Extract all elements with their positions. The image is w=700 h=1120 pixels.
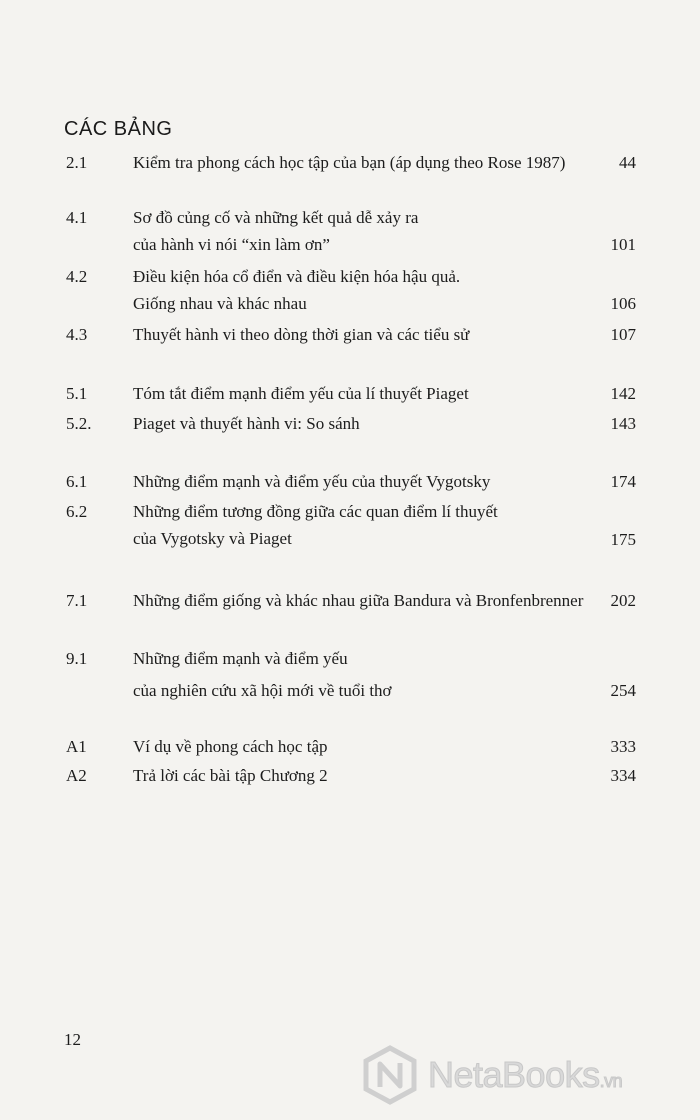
entry-number: 4.2	[66, 267, 88, 286]
entry-title: Những điểm mạnh và điểm yếu của nghiên cứu xã hội mới về tuổi thơ	[133, 649, 392, 700]
entry-number: 4.3	[66, 325, 88, 344]
entry-number: 5.1	[66, 384, 88, 403]
entry-number: 7.1	[66, 591, 88, 610]
entry-number: 6.1	[66, 472, 88, 491]
entry-title: Những điểm giống và khác nhau giữa Bandura và Bronfenbrenner	[133, 591, 584, 610]
entry-title: Ví dụ về phong cách học tập	[133, 737, 328, 756]
entry-page-number: 175	[610, 530, 636, 549]
entry-number: 6.2	[66, 502, 88, 521]
page-folio-number: 12	[64, 1030, 81, 1049]
entry-title: Điều kiện hóa cổ điển và điều kiện hóa hậu quả. Giống nhau và khác nhau	[133, 267, 461, 313]
entry-title: Tóm tắt điểm mạnh điểm yếu của lí thuyết Piaget	[133, 384, 469, 403]
entry-title: Kiểm tra phong cách học tập của bạn (áp dụng theo Rose 1987)	[133, 153, 566, 172]
entry-page-number: 143	[610, 414, 636, 433]
entry-number: A1	[66, 737, 87, 756]
entry-page-number: 44	[619, 153, 636, 172]
entry-page-number: 202	[610, 591, 636, 610]
entry-number: 5.2.	[66, 414, 92, 433]
entry-number: 4.1	[66, 208, 88, 227]
entry-number: 2.1	[66, 153, 88, 172]
entry-page-number: 254	[610, 681, 636, 700]
entry-page-number: 107	[610, 325, 636, 344]
entry-page-number: 106	[610, 294, 636, 313]
entry-title: Những điểm mạnh và điểm yếu của thuyết Vygotsky	[133, 472, 491, 491]
entry-page-number: 334	[610, 766, 636, 785]
entry-page-number: 142	[610, 384, 636, 403]
watermark-text: NetaBooks.vn	[428, 1054, 623, 1095]
entry-title: Thuyết hành vi theo dòng thời gian và các tiểu sử	[133, 325, 470, 344]
entry-title: Piaget và thuyết hành vi: So sánh	[133, 414, 360, 433]
entry-number: A2	[66, 766, 87, 785]
entry-title: Những điểm tương đồng giữa các quan điểm lí thuyết của Vygotsky và Piaget	[133, 502, 498, 548]
watermark	[362, 1045, 692, 1105]
entry-page-number: 101	[610, 235, 636, 254]
entry-number: 9.1	[66, 649, 88, 668]
entry-title: Sơ đồ củng cố và những kết quả dễ xảy ra của hành vi nói “xin làm ơn”	[133, 208, 419, 254]
entry-title: Trả lời các bài tập Chương 2	[133, 766, 328, 785]
section-heading: CÁC BẢNG	[64, 118, 173, 140]
entry-page-number: 333	[610, 737, 636, 756]
hexagon-n-logo-icon	[362, 1045, 418, 1105]
entry-page-number: 174	[610, 472, 636, 491]
